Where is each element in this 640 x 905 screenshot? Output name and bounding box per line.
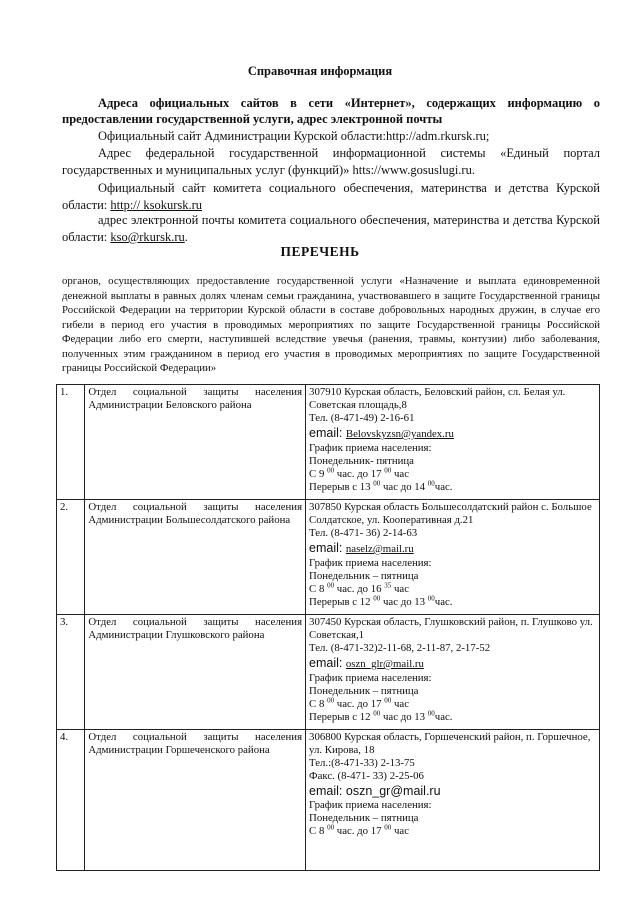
intro-heading: Адреса официальных сайтов в сети «Интернет», содержащих информацию о предоставлении государственной услуги, адрес электронной почты [62,96,600,126]
row-number: 3. [57,615,85,730]
email-label: email: [309,426,343,440]
table-row [57,500,600,615]
address: 307910 Курская область, Беловский район, сл. Белая ул. Советская площадь,8 [309,386,566,411]
email-line [309,655,596,672]
email-label: email: [309,541,343,555]
break-to-min: 00 [427,594,435,603]
list-heading: ПЕРЕЧЕНЬ [280,244,360,259]
schedule-days: Понедельник – пятница [309,685,419,697]
hours-from: С 8 [309,583,325,595]
schedule-hours [309,583,596,596]
hours-from: С 8 [309,698,325,710]
hours-to: час. до 16 [336,583,382,595]
fax: Факс. (8-471- 33) 2-25-06 [309,770,424,782]
break-to-min: 00 [427,709,435,718]
organizations-table-body [57,385,600,871]
hours-from-min: 00 [327,696,335,705]
hours-to-min: 00 [384,466,392,475]
hours-from-min: 00 [327,581,335,590]
schedule-break [309,481,596,494]
address: 306800 Курская область, Горшеченский район, п. Горшечное, ул. Кирова, 18 [309,731,591,756]
email-link[interactable]: Belovskyzsn@yandex.ru [345,428,454,440]
committee-site-text: Официальный сайт комитета социального обеспечения, материнства и детства Курской области: [62,181,600,212]
gosuslugi-paragraph: Адрес федеральной государственной информационной системы «Единый портал государственных и муниципальных услуг (функций)» htts://www.gosuslugi.ru. [62,146,600,177]
hours-to: час. до 17 [336,825,382,837]
committee-email-paragraph [62,212,600,246]
email-line [309,783,596,799]
committee-site-paragraph [62,180,600,214]
hours-to: час. до 17 [336,698,382,710]
hours-from: С 9 [309,468,325,480]
break-to-min: 00 [427,479,435,488]
committee-email-text: адрес электронной почты комитета социального обеспечения, материнства и детства Курской области: [62,213,600,244]
schedule-label: График приема населения: [309,672,432,684]
email-line [309,425,596,442]
email-link[interactable]: oszn_glr@mail.ru [345,658,424,670]
schedule-days: Понедельник- пятница [309,455,414,467]
hours-suffix: час [393,825,409,837]
hours-suffix: час [393,468,409,480]
page-title: Справочная информация [247,64,393,78]
schedule-label: График приема населения: [309,557,432,569]
hours-to-min: 00 [384,696,392,705]
row-number: 4. [57,730,85,871]
hours-suffix: час [393,698,409,710]
committee-email-end: . [184,230,188,244]
organization-name: Отдел социальной защиты населения Администрации Большесолдатского района [85,500,306,615]
schedule-break [309,711,596,724]
email-link[interactable]: oszn_gr@mail.ru [345,784,441,798]
address: 307450 Курская область, Глушковский район, п. Глушково ул. Советская,1 [309,616,593,641]
list-description: органов, осуществляющих предоставление государственной услуги «Назначение и выплата единовременной денежной выплаты в равных долях членам семьи гражданина, участвовавшего в защите Государственной границы Российской Федерации на территории Курской области в составе добровольных народных дружин, в случае его гибели в период его участия в проводимых мероприятиях по защите Государственной границы Российской Федерации либо его смерти, наступившей вследствие увечья (ранения, травмы, контузии) либо заболевания, полученных этим гражданином в период его участия в проводимых мероприятиях по защите Государственной границы Российской Федерации» [62,275,600,374]
organization-contacts [306,385,600,500]
organization-name: Отдел социальной защиты населения Администрации Беловского района [85,385,306,500]
hours-to-min: 35 [384,581,392,590]
hours-to: час. до 17 [336,468,382,480]
hours-suffix: час [393,583,409,595]
break-suffix: час. [434,596,453,608]
phone: Тел. (8-471- 36) 2-14-63 [309,527,418,539]
organization-contacts [306,615,600,730]
organization-contacts [306,730,600,871]
email-label: email: [309,784,343,798]
break-to: час до 14 [382,481,426,493]
break-from-min: 00 [373,594,381,603]
break-to: час до 13 [382,711,426,723]
email-label: email: [309,656,343,670]
email-link[interactable]: naselz@mail.ru [345,543,414,555]
hours-from: С 8 [309,825,325,837]
organizations-table [56,384,600,871]
committee-email-link[interactable]: kso@rkursk.ru [110,230,185,244]
phone: Тел.:(8-471-33) 2-13-75 [309,757,415,769]
break-from-min: 00 [373,709,381,718]
schedule-hours [309,825,596,838]
hours-from-min: 00 [327,466,335,475]
table-row [57,385,600,500]
organization-contacts [306,500,600,615]
table-row [57,615,600,730]
schedule-hours [309,698,596,711]
row-number: 1. [57,385,85,500]
phone: Тел. (8-471-49) 2-16-61 [309,412,415,424]
row-number: 2. [57,500,85,615]
address: 307850 Курская область Большесолдатский район с. Большое Солдатское, ул. Кооперативная д.21 [309,501,592,526]
schedule-days: Понедельник – пятница [309,812,419,824]
hours-to-min: 00 [384,823,392,832]
break-from: Перерыв с 13 [309,481,371,493]
break-from: Перерыв с 12 [309,711,371,723]
email-line [309,540,596,557]
hours-from-min: 00 [327,823,335,832]
schedule-label: График приема населения: [309,799,432,811]
break-suffix: час. [434,711,453,723]
organization-name: Отдел социальной защиты населения Администрации Горшеченского района [85,730,306,871]
admin-site-paragraph: Официальный сайт Администрации Курской области:http://adm.rkursk.ru; [98,129,490,143]
break-from-min: 00 [373,479,381,488]
schedule-days: Понедельник – пятница [309,570,419,582]
phone: Тел. (8-471-32)2-11-68, 2-11-87, 2-17-52 [309,642,491,654]
break-to: час до 13 [382,596,426,608]
committee-site-link[interactable]: http:// ksokursk.ru [110,198,203,212]
schedule-break [309,596,596,609]
break-from: Перерыв с 12 [309,596,371,608]
table-row [57,730,600,871]
break-suffix: час. [434,481,453,493]
schedule-hours [309,468,596,481]
organization-name: Отдел социальной защиты населения Администрации Глушковского района [85,615,306,730]
schedule-label: График приема населения: [309,442,432,454]
